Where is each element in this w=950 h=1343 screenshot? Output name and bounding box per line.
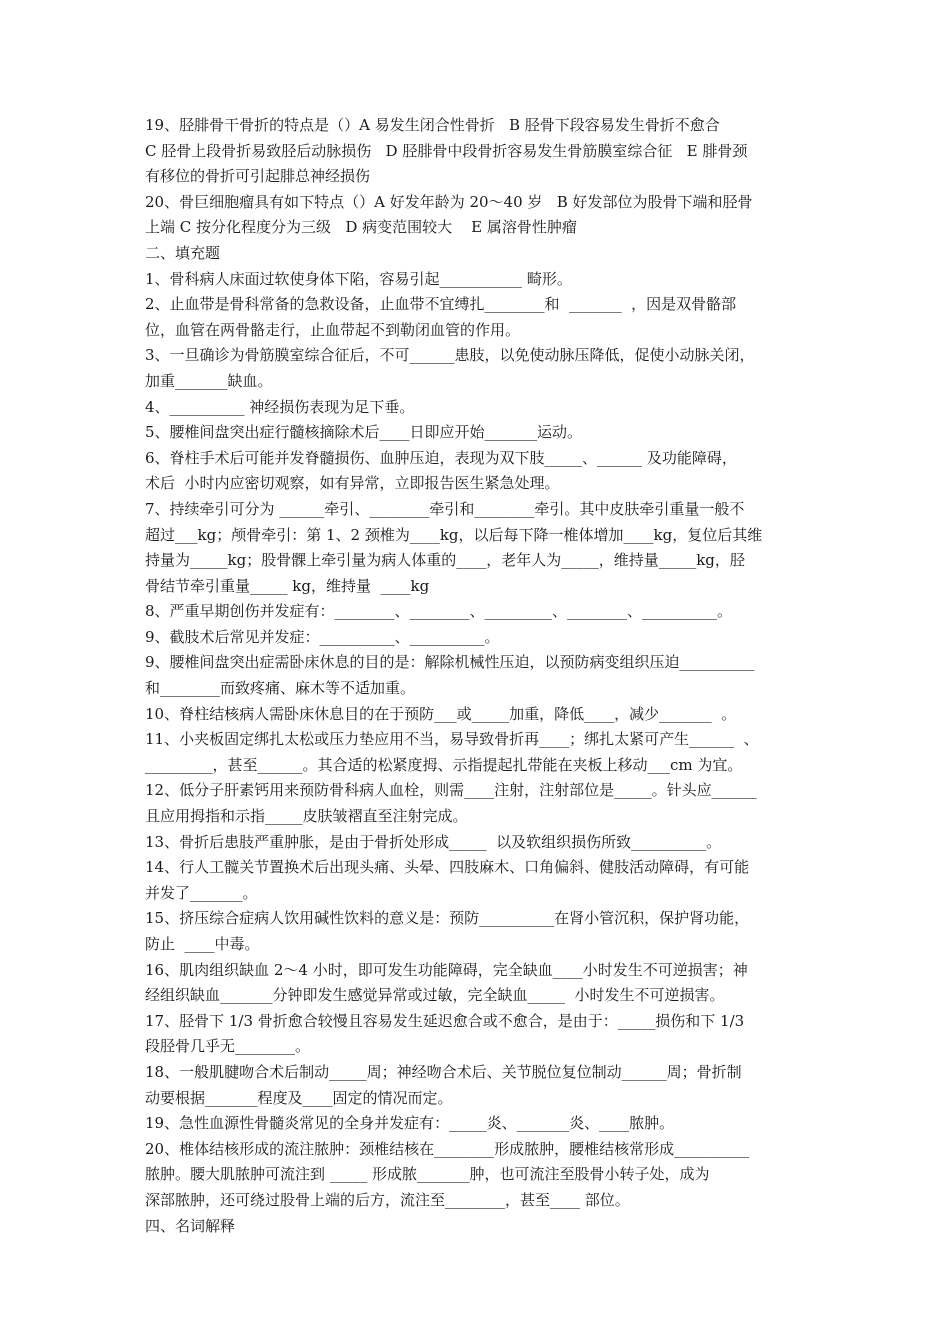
text-line: 防止 ____中毒。 bbox=[145, 935, 260, 953]
text-line: 位，血管在两骨骼走行，止血带起不到勒闭血管的作用。 bbox=[145, 320, 521, 339]
text-line: 骨结节牵引重量_____ kg，维持量 ____kg bbox=[145, 576, 430, 595]
text-line: _________，甚至______。其合适的松紧度拇、示指提起扎带能在夹板上移动___cm 为宜。 bbox=[145, 755, 743, 774]
text-line: 16、肌肉组织缺血 2～4 小时，即可发生功能障碍，完全缺血____小时发生不可逆损害；神 bbox=[145, 960, 748, 979]
text-line: 有移位的骨折可引起腓总神经损伤 bbox=[145, 167, 371, 186]
text-line: 15、挤压综合症病人饮用碱性饮料的意义是：预防__________在肾小管沉积，保护肾功能， bbox=[145, 909, 750, 928]
text-line: 20、椎体结核形成的流注脓肿：颈椎结核在________形成脓肿，腰椎结核常形成__________ bbox=[145, 1139, 750, 1158]
text-line: 脓肿。腰大肌脓肿可流注到 _____ 形成脓_______肿，也可流注至股骨小转子处，成为 bbox=[145, 1165, 710, 1184]
text-line: 17、胫骨下 1/3 骨折愈合较慢且容易发生延迟愈合或不愈合，是由于：_____损伤和下 1/3 bbox=[145, 1011, 745, 1030]
text-line: 且应用拇指和示指_____皮肤皱褶直至注射完成。 bbox=[145, 807, 468, 826]
text-line: 超过___kg；颅骨牵引：第 1、2 颈椎为____kg，以后每下降一椎体增加____kg，复位后其维 bbox=[145, 525, 763, 544]
text-line: 9、截肢术后常见并发症：__________、__________。 bbox=[145, 627, 500, 646]
text-line: 经组织缺血_______分钟即发生感觉异常或过敏，完全缺血_____ 小时发生不可逆损害。 bbox=[145, 986, 725, 1005]
text-line: 12、低分子肝素钙用来预防骨科病人血栓，则需____注射，注射部位是_____。针头应______ bbox=[145, 781, 757, 800]
text-line: 和________而致疼痛、麻木等不适加重。 bbox=[145, 679, 416, 698]
text-line: 5、腰椎间盘突出症行髓核摘除术后____日即应开始_______运动。 bbox=[145, 423, 583, 442]
text-line: 7、持续牵引可分为 ______牵引、________牵引和________牵引。其中皮肤牵引重量一般不 bbox=[145, 499, 745, 518]
text-line: 19、胫腓骨干骨折的特点是（）A 易发生闭合性骨折 B 胫骨下段容易发生骨折不愈合 bbox=[145, 116, 720, 134]
text-line: 13、骨折后患肢严重肿胀，是由于骨折处形成_____ 以及软组织损伤所致__________。 bbox=[145, 832, 722, 851]
text-line: 并发了_______。 bbox=[145, 883, 258, 902]
text-line: 深部脓肿，还可绕过股骨上端的后方，流注至________，甚至____ 部位。 bbox=[145, 1190, 630, 1209]
text-line: 1、骨科病人床面过软使身体下陷，容易引起___________ 畸形。 bbox=[145, 269, 572, 288]
text-line: 动要根据_______程度及____固定的情况而定。 bbox=[145, 1088, 453, 1107]
text-line: 上端 C 按分化程度分为三级 D 病变范围较大 E 属溶骨性肿瘤 bbox=[145, 218, 577, 237]
section-heading: 四、名词解释 bbox=[145, 1216, 236, 1235]
text-line: 3、一旦确诊为骨筋膜室综合征后，不可______患肢，以免使动脉压降低，促使小动脉关闭， bbox=[145, 346, 755, 365]
text-line: 19、急性血源性骨髓炎常见的全身并发症有：_____炎、_______炎、____脓肿。 bbox=[145, 1114, 675, 1133]
text-line: 20、骨巨细胞瘤具有如下特点（）A 好发年龄为 20～40 岁 B 好发部位为股骨下端和胫骨 bbox=[145, 192, 753, 211]
text-line: 加重_______缺血。 bbox=[145, 371, 273, 390]
text-line: 10、脊柱结核病人需卧床休息目的在于预防___或_____加重，降低____，减少_______ 。 bbox=[145, 704, 737, 723]
section-heading: 二、填充题 bbox=[145, 243, 221, 262]
text-line: 11、小夹板固定绑扎太松或压力垫应用不当，易导致骨折再____；绑扎太紧可产生______ 、 bbox=[145, 730, 759, 749]
text-line: 8、严重早期创伤并发症有：________、________、_________、________、__________。 bbox=[145, 602, 733, 621]
text-line: 术后 小时内应密切观察，如有异常，立即报告医生紧急处理。 bbox=[145, 474, 560, 493]
text-line: 18、一般肌腱吻合术后制动_____周；神经吻合术后、关节脱位复位制动______周；骨折制 bbox=[145, 1062, 742, 1081]
text-line: 持量为_____kg；股骨髁上牵引量为病人体重的____，老年人为_____，维持量_____kg，胫 bbox=[145, 551, 745, 570]
text-line: 4、__________ 神经损伤表现为足下垂。 bbox=[145, 397, 415, 416]
text-line: 2、止血带是骨科常备的急救设备，止血带不宜缚扎________和 _______ ，因是双骨骼部 bbox=[145, 295, 737, 314]
text-line: 14、行人工髋关节置换术后出现头痛、头晕、四肢麻木、口角偏斜、健肢活动障碍，有可能 bbox=[145, 858, 750, 877]
text-line: 6、脊柱手术后可能并发脊髓损伤、血肿压迫，表现为双下肢_____、______ 及功能障碍， bbox=[145, 448, 737, 467]
text-line: 9、腰椎间盘突出症需卧床休息的目的是：解除机械性压迫，以预防病变组织压迫__________ bbox=[145, 653, 755, 672]
text-line: C 胫骨上段骨折易致胫后动脉损伤 D 胫腓骨中段骨折容易发生骨筋膜室综合征 E 腓骨颈 bbox=[145, 141, 748, 160]
text-line: 段胫骨几乎无________。 bbox=[145, 1037, 311, 1056]
